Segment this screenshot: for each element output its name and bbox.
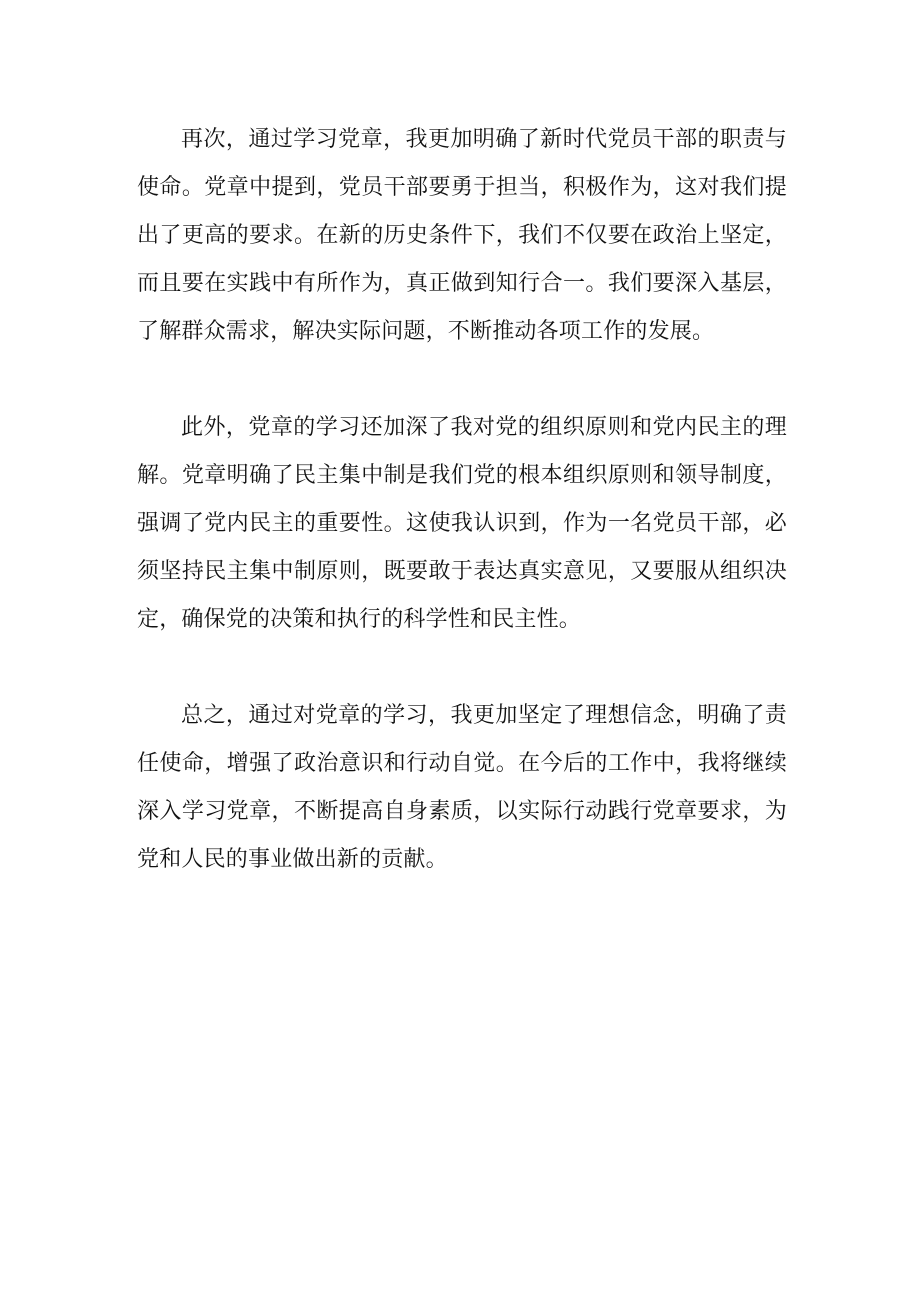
document-body bbox=[137, 116, 787, 884]
paragraph-responsibility: 再次，通过学习党章，我更加明确了新时代党员干部的职责与使命。党章中提到，党员干部要勇于担当，积极作为，这对我们提出了更高的要求。在新的历史条件下，我们不仅要在政治上坚定，而且要在实践中有所作为，真正做到知行合一。我们要深入基层，了解群众需求，解决实际问题，不断推动各项工作的发展。 bbox=[137, 127, 787, 344]
paragraph-organization-principles: 此外，党章的学习还加深了我对党的组织原则和党内民主的理解。党章明确了民主集中制是我们党的根本组织原则和领导制度，强调了党内民主的重要性。这使我认识到，作为一名党员干部，必须坚持民主集中制原则，既要敢于表达真实意见，又要服从组织决定，确保党的决策和执行的科学性和民主性。 bbox=[137, 415, 787, 632]
paragraph-conclusion: 总之，通过对党章的学习，我更加坚定了理想信念，明确了责任使命，增强了政治意识和行动自觉。在今后的工作中，我将继续深入学习党章，不断提高自身素质，以实际行动践行党章要求，为党和人民的事业做出新的贡献。 bbox=[137, 703, 787, 872]
